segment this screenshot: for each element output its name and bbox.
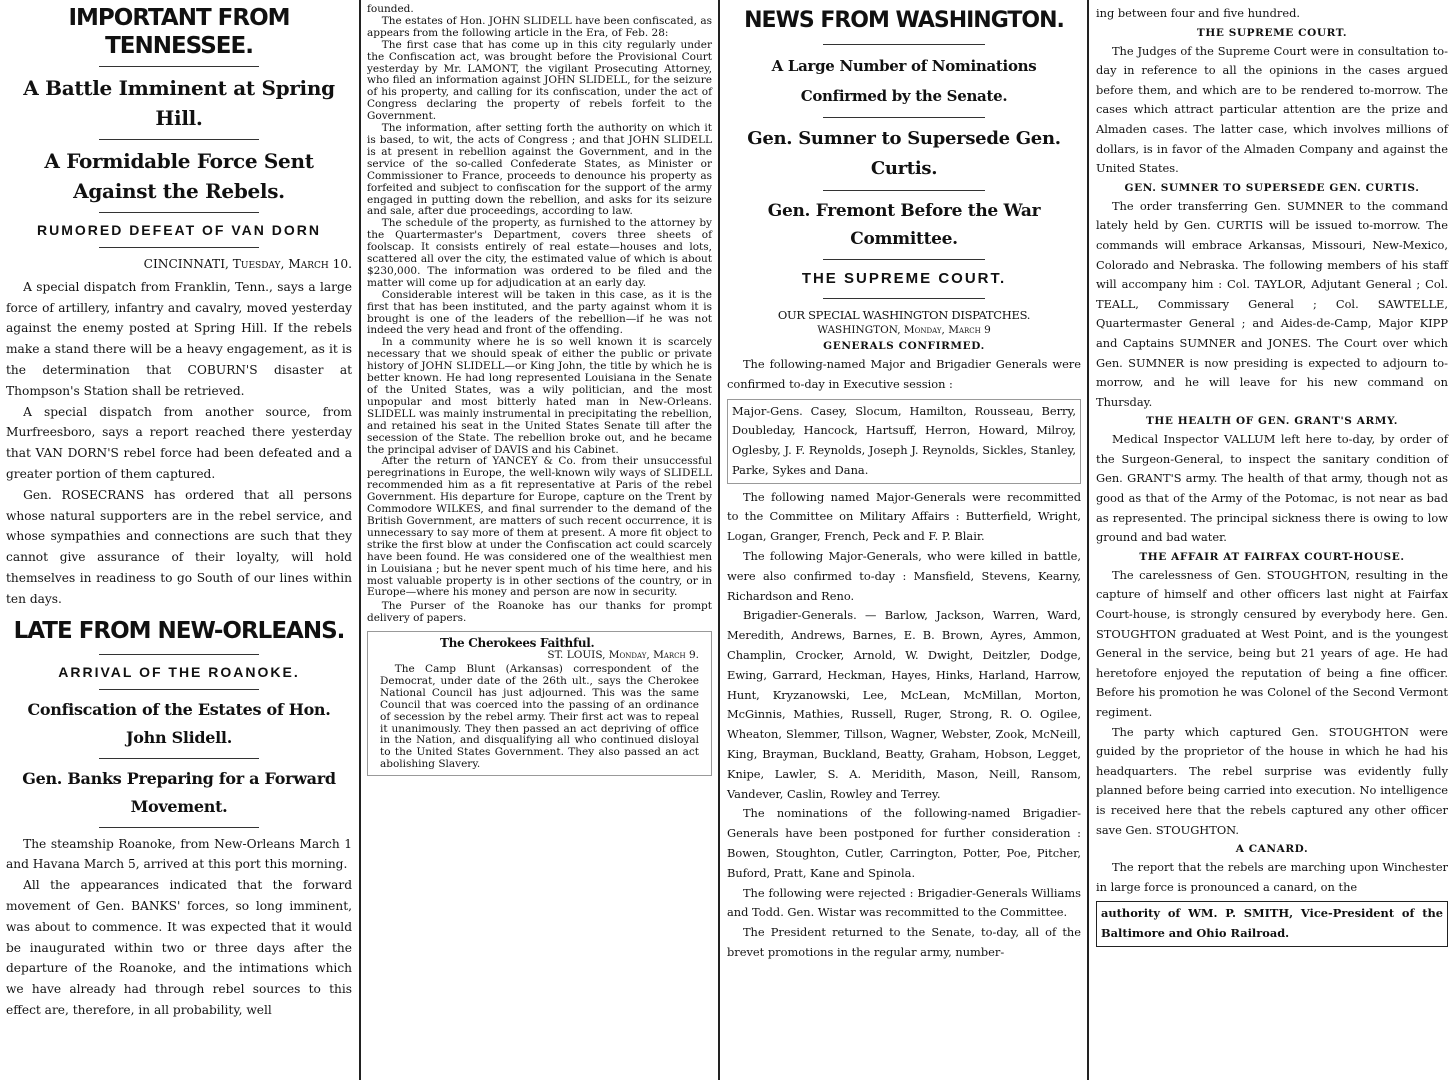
article-paragraph: Major-Gens. Casey, Slocum, Hamilton, Rousseau, Berry, Doubleday, Hancock, Hartsuff, Herron, Howard, Milroy, Oglesby, J. F. Reynolds, Joseph J. Reynolds, Sickles, Stanley, Parke, Sykes and Dana. xyxy=(732,403,1076,477)
subhead-banks: Gen. Banks Preparing for a Forward Movement. xyxy=(22,768,336,816)
divider xyxy=(99,247,258,248)
divider xyxy=(823,44,986,45)
divider xyxy=(823,259,986,260)
subhead-roanoke: ARRIVAL OF THE ROANOKE. xyxy=(58,663,300,680)
subhead-sumner: Gen. Sumner to Supersede Gen. Curtis. xyxy=(747,128,1061,179)
article-paragraph: authority of WM. P. SMITH, Vice-President of the Baltimore and Ohio Railroad. xyxy=(1101,906,1443,940)
column-3 xyxy=(721,0,1087,1080)
article-paragraph: Gen. ROSECRANS has ordered that all persons whose natural supporters are in the rebel service, and whose sympathies and connections are such that they cannot give assurance of their loyalty, will hold themselves in readiness to go South of our lines within ten days. xyxy=(6,487,352,606)
article-paragraph: All the appearances indicated that the forward movement of Gen. BANKS' forces, so long imminent, was about to commence. It was expected that it would be inaugurated within two or three days after the departure of the Roanoke, and the intimations which we have already had through rebel sources to this effect are, therefore, in all probability, well xyxy=(6,878,352,1017)
article-paragraph: After the return of YANCEY & Co. from their unsuccessful peregrinations in Europe, the well-known wily ways of SLIDELL recommended him as a fit representative at Paris of the rebel Government. His departure for Europe, capture on the Trent by Commodore WILKES, and final surrender to the demand of the British Government, are matters of such recent occurrence, it is unnecessary to say more of them at present. A more fit object to strike the first blow at under the Confiscation act could scarcely have been found. He was considered one of the wealthiest men in Louisiana ; but he never spent much of his time here, and his most valuable property is in other sections of the country, or in Europe—where his money and person are now in security. xyxy=(367,455,712,599)
article-paragraph: The information, after setting forth the authority on which it is based, to wit, the acts of Congress ; and that JOHN SLIDELL is at present in rebellion against the Government, and in the service of the so-called Confederate States, as Minister or Commissioner to France, proceeds to denounce his property as forfeited and subject to confiscation for the support of the army engaged in putting down the rebellion, and asks for its seizure and sale, after due proceedings, according to law. xyxy=(367,122,712,218)
section-heading: THE AFFAIR AT FAIRFAX COURT-HOUSE. xyxy=(1139,550,1405,563)
section-heading: GENERALS CONFIRMED. xyxy=(823,339,985,352)
column-rule xyxy=(1087,0,1089,1080)
subhead-spring-hill: A Battle Imminent at Spring Hill. xyxy=(23,76,335,130)
article-paragraph: The Judges of the Supreme Court were in consultation to-day in reference to all the opinions in the cases argued before them, and which are to be rendered to-morrow. The cases which attract particular attention are the prize and Almaden cases. The latter case, which involves millions of dollars, is in favor of the Almaden Company and against the United States. xyxy=(1096,43,1448,176)
article-paragraph: The carelessness of Gen. STOUGHTON, resulting in the capture of himself and other officers last night at Fairfax Court-house, is strongly censured by everybody here. Gen. STOUGHTON graduated at West Point, and is the youngest General in the service, being but 21 years of age. He had heretofore enjoyed the reputation of being a fine officer. Before his promotion he was Colonel of the Second Vermont regiment. xyxy=(1096,567,1448,719)
divider xyxy=(99,827,258,828)
article-paragraph: The report that the rebels are marching upon Winchester in large force is pronounced a canard, on the xyxy=(1096,860,1448,894)
divider xyxy=(99,654,258,655)
article-paragraph: The estates of Hon. JOHN SLIDELL have been confiscated, as appears from the following article in the Era, of Feb. 28: xyxy=(367,14,712,39)
subhead-formidable-force: A Formidable Force Sent Against the Rebels. xyxy=(44,149,314,203)
article-paragraph: A special dispatch from Franklin, Tenn., says a large force of artillery, infantry and cavalry, moved yesterday against the enemy posted at Spring Hill. If the rebels make a stand there will be a heavy engagement, as it is the determination that COBURN'S disaster at Thompson's Station shall be retrieved. xyxy=(6,279,352,398)
subhead-confiscation: Confiscation of the Estates of Hon. John Slidell. xyxy=(27,699,331,747)
article-paragraph: The following Major-Generals, who were killed in battle, were also confirmed to-day : Mansfield, Stevens, Kearny, Richardson and Reno. xyxy=(727,549,1081,603)
article-paragraph: ing between four and five hundred. xyxy=(1096,6,1300,20)
column-2 xyxy=(361,0,718,1080)
subhead-nominations: A Large Number of Nominations Confirmed by the Senate. xyxy=(771,57,1037,105)
headline-new-orleans: LATE FROM NEW-ORLEANS. xyxy=(13,617,345,644)
divider xyxy=(99,66,258,67)
dateline: CINCINNATI, Tuesday, March 10. xyxy=(143,257,352,271)
column-1 xyxy=(0,0,358,1080)
divider xyxy=(823,298,986,299)
article-paragraph: The schedule of the property, as furnished to the attorney by the Quartermaster's Department, covers three sheets of foolscap. It consists entirely of real estate—houses and lots, scattered all over the city, the estimated value of which is about $230,000. The information was ordered to be filed and the matter will come up for adjudication at an early day. xyxy=(367,217,712,289)
article-paragraph: The Camp Blunt (Arkansas) correspondent of the Democrat, under date of the 26th ult., says the Cherokee National Council has just adjourned. This was the same Council that was coerced into the passing of an ordinance of secession by the rebel army. Their first act was to repeal it unanimously. They then passed an act depriving of office in the Nation, and disqualifying all who continued disloyal to the United States Government. They also passed an act abolishing Slavery. xyxy=(380,663,699,771)
article-paragraph: The following were rejected : Brigadier-Generals Williams and Todd. Gen. Wistar was recommitted to the Committee. xyxy=(727,885,1081,920)
divider xyxy=(99,689,258,690)
article-paragraph: The order transferring Gen. SUMNER to the command lately held by Gen. CURTIS will be issued to-morrow. The commands will embrace Arkansas, Missouri, New-Mexico, Colorado and Nebraska. The following members of his staff will accompany him : Col. TAYLOR, Adjutant General ; Col. TEALL, Commissary General ; Col. SAWTELLE, Quartermaster General ; and Aides-de-Camp, Major KIPP and Captains SUMNER and JONES. The Court over which Gen. SUMNER is now presiding is expected to adjourn to-morrow, and he will leave for his new command on Thursday. xyxy=(1096,198,1448,409)
subhead-supreme-court: THE SUPREME COURT. xyxy=(801,270,1007,287)
subhead-van-dorn: RUMORED DEFEAT OF VAN DORN xyxy=(36,222,322,238)
subhead-special-dispatches: OUR SPECIAL WASHINGTON DISPATCHES. xyxy=(777,308,1031,322)
section-heading: A CANARD. xyxy=(1235,843,1309,856)
clipping-title: The Cherokees Faithful. xyxy=(440,636,595,651)
dateline: ST. LOUIS, Monday, March 9. xyxy=(547,649,699,662)
article-paragraph: Considerable interest will be taken in this case, as it is the first that has been instituted, and the party against whom it is brought is one of the leaders of the rebellion—if he was not indeed the very head and front of the offending. xyxy=(367,288,712,337)
divider xyxy=(99,139,258,140)
dateline: WASHINGTON, Monday, March 9 xyxy=(817,324,991,336)
generals-list xyxy=(727,399,1081,484)
article-paragraph: founded. xyxy=(367,3,414,15)
divider xyxy=(99,758,258,759)
column-rule xyxy=(718,0,720,1080)
article-paragraph: The President returned to the Senate, to-day, all of the brevet promotions in the regular army, number- xyxy=(727,925,1081,960)
headline-washington: NEWS FROM WASHINGTON. xyxy=(744,8,1064,33)
article-paragraph: The steamship Roanoke, from New-Orleans March 1 and Havana March 5, arrived at this port this morning. xyxy=(6,836,352,872)
article-paragraph: The Purser of the Roanoke has our thanks for prompt delivery of papers. xyxy=(367,600,712,625)
divider xyxy=(823,190,986,191)
column-4 xyxy=(1090,0,1454,1080)
section-heading: THE HEALTH OF GEN. GRANT'S ARMY. xyxy=(1145,415,1399,428)
article-paragraph: In a community where he is so well known it is scarcely necessary that we should speak of either the public or private history of JOHN SLIDELL—or King John, the title by which he is better known. He had long represented Louisiana in the Senate of the United States, was a wily politician, and the most unpopular and most bitterly hated man in New-Orleans. SLIDELL was mainly instrumental in precipitating the rebellion, and retained his seat in the United States Senate till after the secession of the State. The rebellion broke out, and he became the principal adviser of DAVIS and his Cabinet. xyxy=(367,336,712,456)
headline-tennessee: IMPORTANT FROM TENNESSEE. xyxy=(68,5,290,59)
article-paragraph: The following named Major-Generals were recommitted to the Committee on Military Affairs : Butterfield, Wright, Logan, Granger, French, Peck and F. P. Blair. xyxy=(727,489,1081,544)
clipping-cherokees xyxy=(367,631,712,776)
article-paragraph: The nominations of the following-named Brigadier-Generals have been postponed for further consideration : Bowen, Stoughton, Cutler, Carrington, Potter, Poe, Pitcher, Buford, Pratt, Kane and Spinola. xyxy=(727,806,1081,880)
article-paragraph: The party which captured Gen. STOUGHTON were guided by the proprietor of the house in which he had his headquarters. The rebel surprise was evidently fully planned before being carried into execution. No intelligence is received here that the rebels captured any other officer save Gen. STOUGHTON. xyxy=(1096,724,1448,837)
clipping-canard xyxy=(1096,901,1448,946)
article-paragraph: The following-named Major and Brigadier Generals were confirmed to-day in Executive session : xyxy=(727,356,1081,391)
article-paragraph: Brigadier-Generals. — Barlow, Jackson, Warren, Ward, Meredith, Andrews, Barnes, E. B. Brown, Ayres, Ammon, Champlin, Crocker, Arnold, W. Dwight, Deitzler, Dodge, Ewing, Garrard, Heckman, Hayes, Hinks, Harland, Harrow, Hunt, Kryzanowski, Lee, McLean, McMillan, Morton, McGinnis, Mathies, Russell, Ruger, Strong, R. O. Ogilee, Wheaton, Slemmer, Tillson, Wagner, Webster, Zook, McNeill, King, Brayman, Buckland, Beatty, Graham, Hobson, Legget, Knipe, Lawler, S. A. Meridith, Mason, Neill, Ransom, Vandever, Caslin, Rowley and Terrey. xyxy=(727,608,1081,801)
subhead-fremont: Gen. Fremont Before the War Committee. xyxy=(767,201,1041,249)
article-paragraph: The first case that has come up in this city regularly under the Confiscation act, was brought before the Provisional Court yesterday by Mr. LAMONT, the vigilant Prosecuting Attorney, who filed an information against JOHN SLIDELL, for the seizure of his property, and calling for its confiscation, under the act of Congress declaring the property of rebels forfeit to the Government. xyxy=(367,38,712,123)
section-heading: THE SUPREME COURT. xyxy=(1196,26,1348,39)
divider xyxy=(99,212,258,213)
section-heading: GEN. SUMNER TO SUPERSEDE GEN. CURTIS. xyxy=(1124,181,1420,194)
article-paragraph: Medical Inspector VALLUM left here to-day, by order of the Surgeon-General, to inspect the sanitary condition of Gen. GRANT'S army. The health of that army, though not as good as that of the Army of the Potomac, is not near as bad as represented. The principal sickness there is owing to low ground and bad water. xyxy=(1096,432,1448,545)
divider xyxy=(823,117,986,118)
article-paragraph: A special dispatch from another source, from Murfreesboro, says a report reached there yesterday that VAN DORN'S rebel force had been defeated and a greater portion of them captured. xyxy=(6,404,352,481)
